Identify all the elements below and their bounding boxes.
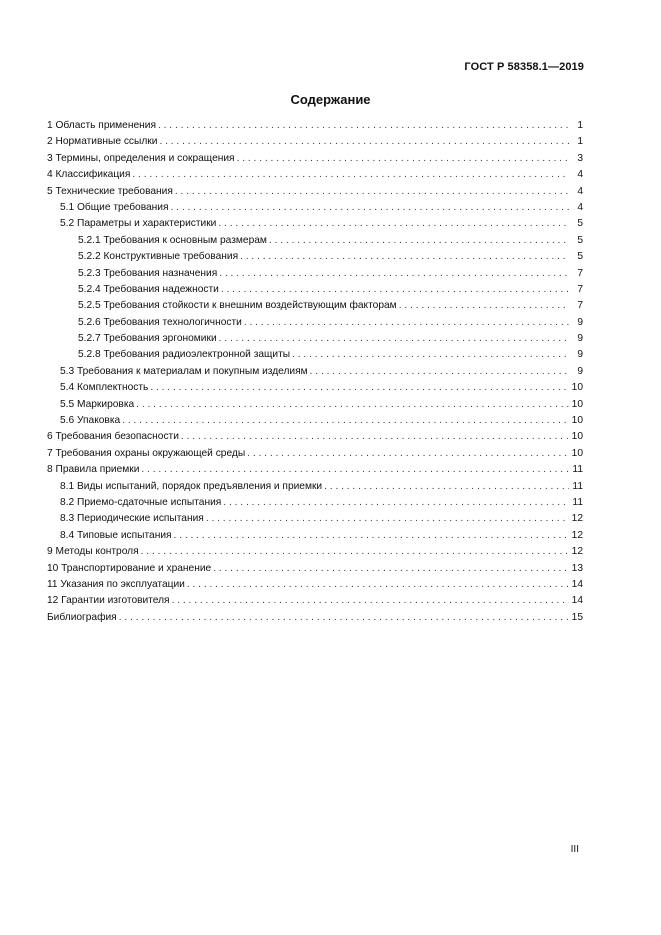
toc-entry-page: 7 bbox=[577, 267, 583, 279]
toc-entry-label: 7 Требования охраны окружающей среды bbox=[47, 447, 246, 459]
toc-leader-dots bbox=[247, 446, 569, 462]
toc-leader-dots bbox=[119, 610, 569, 626]
toc-entry-page: 9 bbox=[577, 316, 583, 328]
toc-entry-label: 3 Термины, определения и сокращения bbox=[47, 152, 235, 164]
toc-leader-dots bbox=[122, 413, 569, 429]
toc-entry-page: 7 bbox=[577, 300, 583, 312]
toc-entry-label: 5.2.2 Конструктивные требования bbox=[78, 251, 239, 263]
toc-entry-page: 9 bbox=[577, 333, 583, 345]
toc-entry-page: 1 bbox=[577, 120, 583, 131]
toc-leader-dots bbox=[132, 167, 569, 183]
toc-leader-dots bbox=[237, 151, 569, 167]
toc-entry[interactable] bbox=[47, 528, 583, 544]
toc-entry-label: 8 Правила приемки bbox=[47, 464, 140, 476]
toc-entry-page: 12 bbox=[571, 529, 583, 541]
toc-entry-label: 11 Указания по эксплуатации bbox=[47, 578, 185, 590]
toc-entry[interactable] bbox=[47, 544, 583, 560]
toc-leader-dots bbox=[399, 298, 569, 314]
toc-entry-label: 5.2 Параметры и характеристики bbox=[60, 218, 217, 230]
toc-title: Содержание bbox=[290, 92, 371, 107]
toc-entry-page: 11 bbox=[572, 464, 583, 476]
toc-leader-dots bbox=[172, 593, 569, 609]
toc-leader-dots bbox=[213, 561, 569, 577]
toc-leader-dots bbox=[218, 216, 569, 232]
toc-entry-page: 4 bbox=[577, 169, 583, 181]
toc-entry-page: 10 bbox=[571, 398, 583, 410]
toc-entry-label: 1 Область применения bbox=[47, 120, 156, 131]
toc-entry-label: 5 Технические требования bbox=[47, 185, 173, 197]
toc-entry-label: 12 Гарантии изготовителя bbox=[47, 595, 170, 607]
toc-entry-page: 10 bbox=[571, 447, 583, 459]
toc-entry[interactable] bbox=[47, 462, 583, 478]
toc-entry[interactable] bbox=[47, 479, 583, 495]
toc-entry[interactable] bbox=[47, 446, 583, 462]
toc-entry-label: 5.4 Комплектность bbox=[60, 382, 149, 394]
toc-leader-dots bbox=[159, 134, 569, 150]
toc-entry[interactable] bbox=[47, 495, 583, 511]
toc-entry[interactable] bbox=[47, 200, 583, 216]
toc-leader-dots bbox=[324, 479, 569, 495]
toc-leader-dots bbox=[223, 495, 569, 511]
toc-entry-label: 5.2.6 Требования технологичности bbox=[78, 316, 242, 328]
toc-entry-label: 8.3 Периодические испытания bbox=[60, 513, 204, 525]
toc-entry-page: 5 bbox=[577, 218, 583, 230]
toc-leader-dots bbox=[292, 347, 569, 363]
toc-entry[interactable] bbox=[47, 413, 583, 429]
toc-entry[interactable] bbox=[47, 561, 583, 577]
toc-entry-label: 9 Методы контроля bbox=[47, 546, 139, 558]
toc-entry-page: 1 bbox=[577, 136, 583, 148]
toc-leader-dots bbox=[181, 429, 569, 445]
toc-entry[interactable] bbox=[47, 266, 583, 282]
toc-entry-page: 7 bbox=[577, 283, 583, 295]
document-code: ГОСТ Р 58358.1—2019 bbox=[464, 61, 584, 73]
toc-entry-label: 10 Транспортирование и хранение bbox=[47, 562, 212, 574]
toc-entry-page: 14 bbox=[571, 595, 583, 607]
toc-leader-dots bbox=[219, 331, 569, 347]
toc-leader-dots bbox=[244, 315, 569, 331]
page-number: III bbox=[570, 844, 579, 855]
toc-entry-label: 5.2.1 Требования к основным размерам bbox=[78, 234, 267, 246]
toc-entry-label: 5.2.4 Требования надежности bbox=[78, 283, 219, 295]
toc-entry-label: 5.5 Маркировка bbox=[60, 398, 135, 410]
toc-entry-label: 5.2.3 Требования назначения bbox=[78, 267, 218, 279]
toc-entry-page: 4 bbox=[577, 201, 583, 213]
toc-entry-page: 11 bbox=[572, 496, 583, 508]
toc-entry[interactable] bbox=[47, 216, 583, 232]
toc-entry[interactable] bbox=[47, 184, 583, 200]
toc-leader-dots bbox=[240, 249, 569, 265]
toc-entry-page: 14 bbox=[571, 578, 583, 590]
toc-leader-dots bbox=[150, 380, 569, 396]
toc-entry-page: 9 bbox=[577, 365, 583, 377]
toc-leader-dots bbox=[171, 200, 569, 216]
toc-entry-page: 10 bbox=[571, 431, 583, 443]
toc-entry-label: Библиография bbox=[47, 611, 117, 623]
toc-entry-label: 2 Нормативные ссылки bbox=[47, 136, 158, 148]
toc-entry-label: 5.2.7 Требования эргономики bbox=[78, 333, 217, 345]
toc-leader-dots bbox=[158, 118, 569, 134]
toc-entry[interactable] bbox=[47, 397, 583, 413]
toc-entry[interactable] bbox=[47, 151, 583, 167]
toc-entry-page: 12 bbox=[571, 513, 583, 525]
toc-entry-label: 4 Классификация bbox=[47, 169, 131, 181]
toc-leader-dots bbox=[174, 528, 569, 544]
toc-entry[interactable] bbox=[47, 610, 583, 626]
toc-entry-label: 8.2 Приемо-сдаточные испытания bbox=[60, 496, 222, 508]
toc-leader-dots bbox=[310, 364, 569, 380]
toc-entry[interactable] bbox=[47, 593, 583, 609]
toc-entry[interactable] bbox=[47, 134, 583, 150]
toc-leader-dots bbox=[269, 233, 569, 249]
toc-leader-dots bbox=[206, 511, 569, 527]
toc-entry[interactable] bbox=[47, 511, 583, 527]
toc-entry-label: 6 Требования безопасности bbox=[47, 431, 179, 443]
toc-entry[interactable] bbox=[47, 249, 583, 265]
toc-entry-page: 10 bbox=[571, 382, 583, 394]
toc-entry-page: 11 bbox=[572, 480, 583, 492]
toc-entry-label: 8.1 Виды испытаний, порядок предъявления и приемки bbox=[60, 480, 323, 492]
toc-entry-label: 5.3 Требования к материалам и покупным изделиям bbox=[60, 365, 308, 377]
toc-entry-page: 15 bbox=[571, 611, 583, 623]
toc-entry-page: 12 bbox=[571, 546, 583, 558]
toc-leader-dots bbox=[221, 282, 569, 298]
toc-entry-page: 9 bbox=[577, 349, 583, 361]
toc-entry[interactable] bbox=[47, 167, 583, 183]
toc-entry-page: 5 bbox=[577, 234, 583, 246]
toc-entry-page: 5 bbox=[577, 251, 583, 263]
toc-entry-label: 8.4 Типовые испытания bbox=[60, 529, 172, 541]
toc-entry-label: 5.2.8 Требования радиоэлектронной защиты bbox=[78, 349, 291, 361]
toc-leader-dots bbox=[187, 577, 569, 593]
toc-entry[interactable] bbox=[47, 331, 583, 347]
toc-entry-label: 5.6 Упаковка bbox=[60, 415, 121, 427]
toc-entry[interactable] bbox=[47, 298, 583, 314]
toc-entry[interactable] bbox=[47, 577, 583, 593]
toc-entry-page: 3 bbox=[577, 152, 583, 164]
toc-entry[interactable] bbox=[47, 364, 583, 380]
toc-entry-page: 10 bbox=[571, 415, 583, 427]
toc-leader-dots bbox=[141, 462, 569, 478]
toc-entry[interactable] bbox=[47, 380, 583, 396]
toc-leader-dots bbox=[175, 184, 569, 200]
toc-entry[interactable] bbox=[47, 233, 583, 249]
toc-entry[interactable] bbox=[47, 347, 583, 363]
toc-leader-dots bbox=[141, 544, 569, 560]
toc-entry[interactable] bbox=[47, 118, 583, 134]
toc-entry[interactable] bbox=[47, 315, 583, 331]
toc-entry-label: 5.1 Общие требования bbox=[60, 201, 169, 213]
toc-leader-dots bbox=[219, 266, 569, 282]
toc-entry[interactable] bbox=[47, 429, 583, 445]
toc-entry-label: 5.2.5 Требования стойкости к внешним воздействующим факторам bbox=[78, 300, 397, 312]
toc-entry-page: 4 bbox=[577, 185, 583, 197]
toc-entry[interactable] bbox=[47, 282, 583, 298]
table-of-contents bbox=[47, 118, 583, 626]
toc-leader-dots bbox=[136, 397, 569, 413]
toc-entry-page: 13 bbox=[571, 562, 583, 574]
